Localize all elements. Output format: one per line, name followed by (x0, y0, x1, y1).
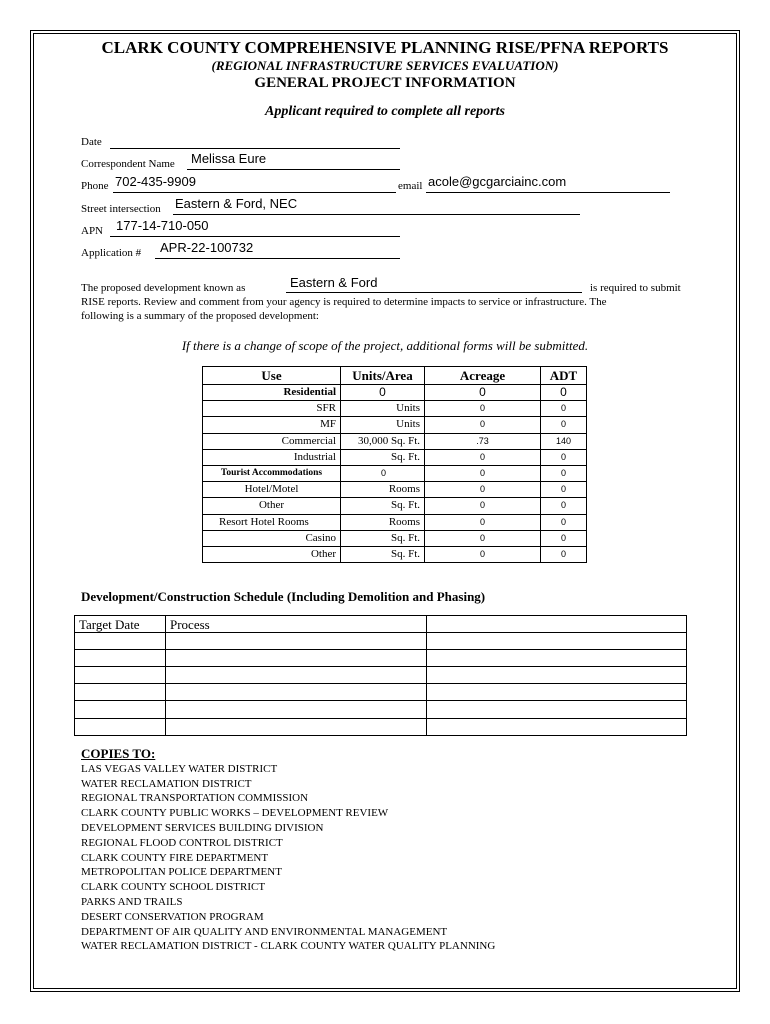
acreage-cell[interactable]: .73 (425, 433, 541, 449)
use-cell: Residential (203, 385, 341, 401)
list-item: CLARK COUNTY PUBLIC WORKS – DEVELOPMENT REVIEW (81, 807, 389, 820)
units-cell[interactable]: Sq. Ft. (341, 546, 425, 562)
header-adt: ADT (541, 367, 587, 385)
phone-label: Phone (81, 180, 109, 192)
use-cell: Other (203, 546, 341, 562)
correspondent-field[interactable] (187, 169, 400, 170)
adt-cell[interactable]: 0 (541, 546, 587, 562)
schedule-cell[interactable] (166, 667, 427, 684)
table-row (75, 616, 687, 633)
correspondent-label: Correspondent Name (81, 158, 175, 170)
table-row (203, 401, 587, 417)
adt-cell[interactable]: 0 (541, 530, 587, 546)
use-cell: Other (203, 498, 341, 514)
schedule-cell[interactable] (166, 684, 427, 701)
table-row (203, 530, 587, 546)
list-item: WATER RECLAMATION DISTRICT - CLARK COUNTY WATER QUALITY PLANNING (81, 940, 496, 953)
email-label: email (398, 180, 423, 192)
phone-value: 702-435-9909 (115, 174, 196, 189)
phone-field[interactable] (113, 192, 396, 193)
table-row (75, 633, 687, 650)
paragraph-line-3: following is a summary of the proposed development: (81, 310, 319, 322)
table-row (203, 433, 587, 449)
header-use: Use (203, 367, 341, 385)
table-row (75, 684, 687, 701)
date-field[interactable] (110, 148, 400, 149)
section-title: GENERAL PROJECT INFORMATION (254, 75, 516, 91)
list-item: DEPARTMENT OF AIR QUALITY AND ENVIRONMENTAL MANAGEMENT (81, 925, 448, 938)
schedule-cell[interactable] (75, 650, 166, 667)
adt-cell[interactable]: 0 (541, 449, 587, 465)
street-label: Street intersection (81, 203, 161, 215)
list-item: REGIONAL FLOOD CONTROL DISTRICT (81, 836, 283, 849)
schedule-heading: Development/Construction Schedule (Including Demolition and Phasing) (81, 589, 486, 604)
adt-cell[interactable]: 0 (541, 417, 587, 433)
table-row (75, 650, 687, 667)
schedule-cell[interactable] (427, 667, 687, 684)
header-acreage: Acreage (425, 367, 541, 385)
table-row (75, 718, 687, 735)
list-item: METROPOLITAN POLICE DEPARTMENT (81, 866, 282, 879)
adt-cell[interactable]: 0 (541, 498, 587, 514)
process-header: Process (166, 616, 427, 633)
apn-label: APN (81, 225, 104, 237)
adt-cell[interactable]: 0 (541, 514, 587, 530)
schedule-cell[interactable] (166, 718, 427, 735)
development-name-value: Eastern & Ford (290, 275, 378, 290)
units-cell[interactable]: Units (341, 417, 425, 433)
adt-cell[interactable]: 0 (541, 482, 587, 498)
acreage-cell[interactable]: 0 (425, 385, 541, 401)
use-cell: SFR (203, 401, 341, 417)
street-value: Eastern & Ford, NEC (175, 196, 298, 211)
acreage-cell[interactable]: 0 (425, 465, 541, 481)
paragraph-suffix: is required to submit (590, 282, 681, 294)
acreage-cell[interactable]: 0 (425, 514, 541, 530)
list-item: PARKS AND TRAILS (81, 895, 183, 908)
list-item: REGIONAL TRANSPORTATION COMMISSION (81, 792, 309, 805)
schedule-cell[interactable] (427, 616, 687, 633)
apn-value: 177-14-710-050 (116, 218, 209, 233)
acreage-cell[interactable]: 0 (425, 530, 541, 546)
use-cell: Industrial (203, 449, 341, 465)
table-row (203, 417, 587, 433)
application-field[interactable] (155, 258, 400, 259)
application-label: Application # (81, 247, 142, 259)
acreage-cell[interactable]: 0 (425, 449, 541, 465)
schedule-cell[interactable] (75, 633, 166, 650)
form-title: CLARK COUNTY COMPREHENSIVE PLANNING RISE/PFNA REPORTS (101, 38, 669, 57)
table-row (75, 701, 687, 718)
table-row (203, 385, 587, 401)
schedule-cell[interactable] (75, 718, 166, 735)
list-item: DEVELOPMENT SERVICES BUILDING DIVISION (81, 821, 324, 834)
application-value: APR-22-100732 (160, 240, 254, 255)
list-item: DESERT CONSERVATION PROGRAM (81, 910, 264, 923)
development-name-field[interactable] (286, 292, 582, 293)
copies-heading: COPIES TO: (81, 746, 156, 761)
schedule-cell[interactable] (427, 684, 687, 701)
street-field[interactable] (173, 214, 580, 215)
table-row (75, 667, 687, 684)
schedule-cell[interactable] (427, 633, 687, 650)
units-cell[interactable]: Sq. Ft. (341, 530, 425, 546)
list-item: CLARK COUNTY SCHOOL DISTRICT (81, 881, 266, 894)
email-field[interactable] (426, 192, 670, 193)
table-row (203, 514, 587, 530)
schedule-cell[interactable] (75, 684, 166, 701)
scope-note: If there is a change of scope of the project, additional forms will be submitted. (181, 338, 589, 353)
use-cell: Tourist Accommodations (203, 465, 341, 481)
adt-cell[interactable]: 0 (541, 385, 587, 401)
list-item: LAS VEGAS VALLEY WATER DISTRICT (81, 762, 278, 775)
apn-field[interactable] (110, 236, 400, 237)
table-row (203, 498, 587, 514)
table-row (203, 449, 587, 465)
paragraph-line-2: RISE reports. Review and comment from your agency is required to determine impacts to service or infrastructure. The (81, 296, 607, 308)
units-cell[interactable]: 0 (341, 465, 425, 481)
table-row (203, 482, 587, 498)
table-row (203, 465, 587, 481)
instruction-text: Applicant required to complete all reports (265, 104, 505, 119)
form-subtitle: (REGIONAL INFRASTRUCTURE SERVICES EVALUATION) (211, 58, 559, 73)
schedule-cell[interactable] (427, 718, 687, 735)
use-cell: Resort Hotel Rooms (203, 514, 341, 530)
adt-cell[interactable]: 0 (541, 401, 587, 417)
schedule-table (74, 615, 687, 736)
copies-to-list (81, 747, 495, 954)
paragraph-prefix: The proposed development known as (81, 282, 246, 294)
use-table-header (203, 367, 587, 385)
units-cell[interactable]: Sq. Ft. (341, 498, 425, 514)
use-cell: Casino (203, 530, 341, 546)
use-summary-table (202, 366, 587, 563)
target-date-header: Target Date (75, 616, 166, 633)
units-cell[interactable]: Sq. Ft. (341, 449, 425, 465)
table-row (203, 546, 587, 562)
acreage-cell[interactable]: 0 (425, 498, 541, 514)
schedule-cell[interactable] (166, 633, 427, 650)
list-item: CLARK COUNTY FIRE DEPARTMENT (81, 851, 269, 864)
units-cell[interactable]: Rooms (341, 482, 425, 498)
header-units-area: Units/Area (341, 367, 425, 385)
schedule-cell[interactable] (166, 701, 427, 718)
acreage-cell[interactable]: 0 (425, 482, 541, 498)
schedule-cell[interactable] (166, 650, 427, 667)
use-cell: Hotel/Motel (203, 482, 341, 498)
use-cell: Commercial (203, 433, 341, 449)
list-item: WATER RECLAMATION DISTRICT (81, 777, 252, 790)
date-label: Date (81, 136, 102, 148)
schedule-cell[interactable] (427, 701, 687, 718)
email-value: acole@gcgarciainc.com (428, 174, 567, 189)
schedule-cell[interactable] (75, 701, 166, 718)
acreage-cell[interactable]: 0 (425, 546, 541, 562)
adt-cell[interactable]: 0 (541, 465, 587, 481)
use-cell: MF (203, 417, 341, 433)
units-cell[interactable]: Units (341, 401, 425, 417)
correspondent-value: Melissa Eure (191, 151, 267, 166)
units-cell[interactable]: Rooms (341, 514, 425, 530)
units-cell[interactable]: 30,000 Sq. Ft. (341, 433, 425, 449)
schedule-cell[interactable] (75, 667, 166, 684)
adt-cell[interactable]: 140 (541, 433, 587, 449)
acreage-cell[interactable]: 0 (425, 401, 541, 417)
schedule-cell[interactable] (427, 650, 687, 667)
acreage-cell[interactable]: 0 (425, 417, 541, 433)
units-cell[interactable]: 0 (341, 385, 425, 401)
